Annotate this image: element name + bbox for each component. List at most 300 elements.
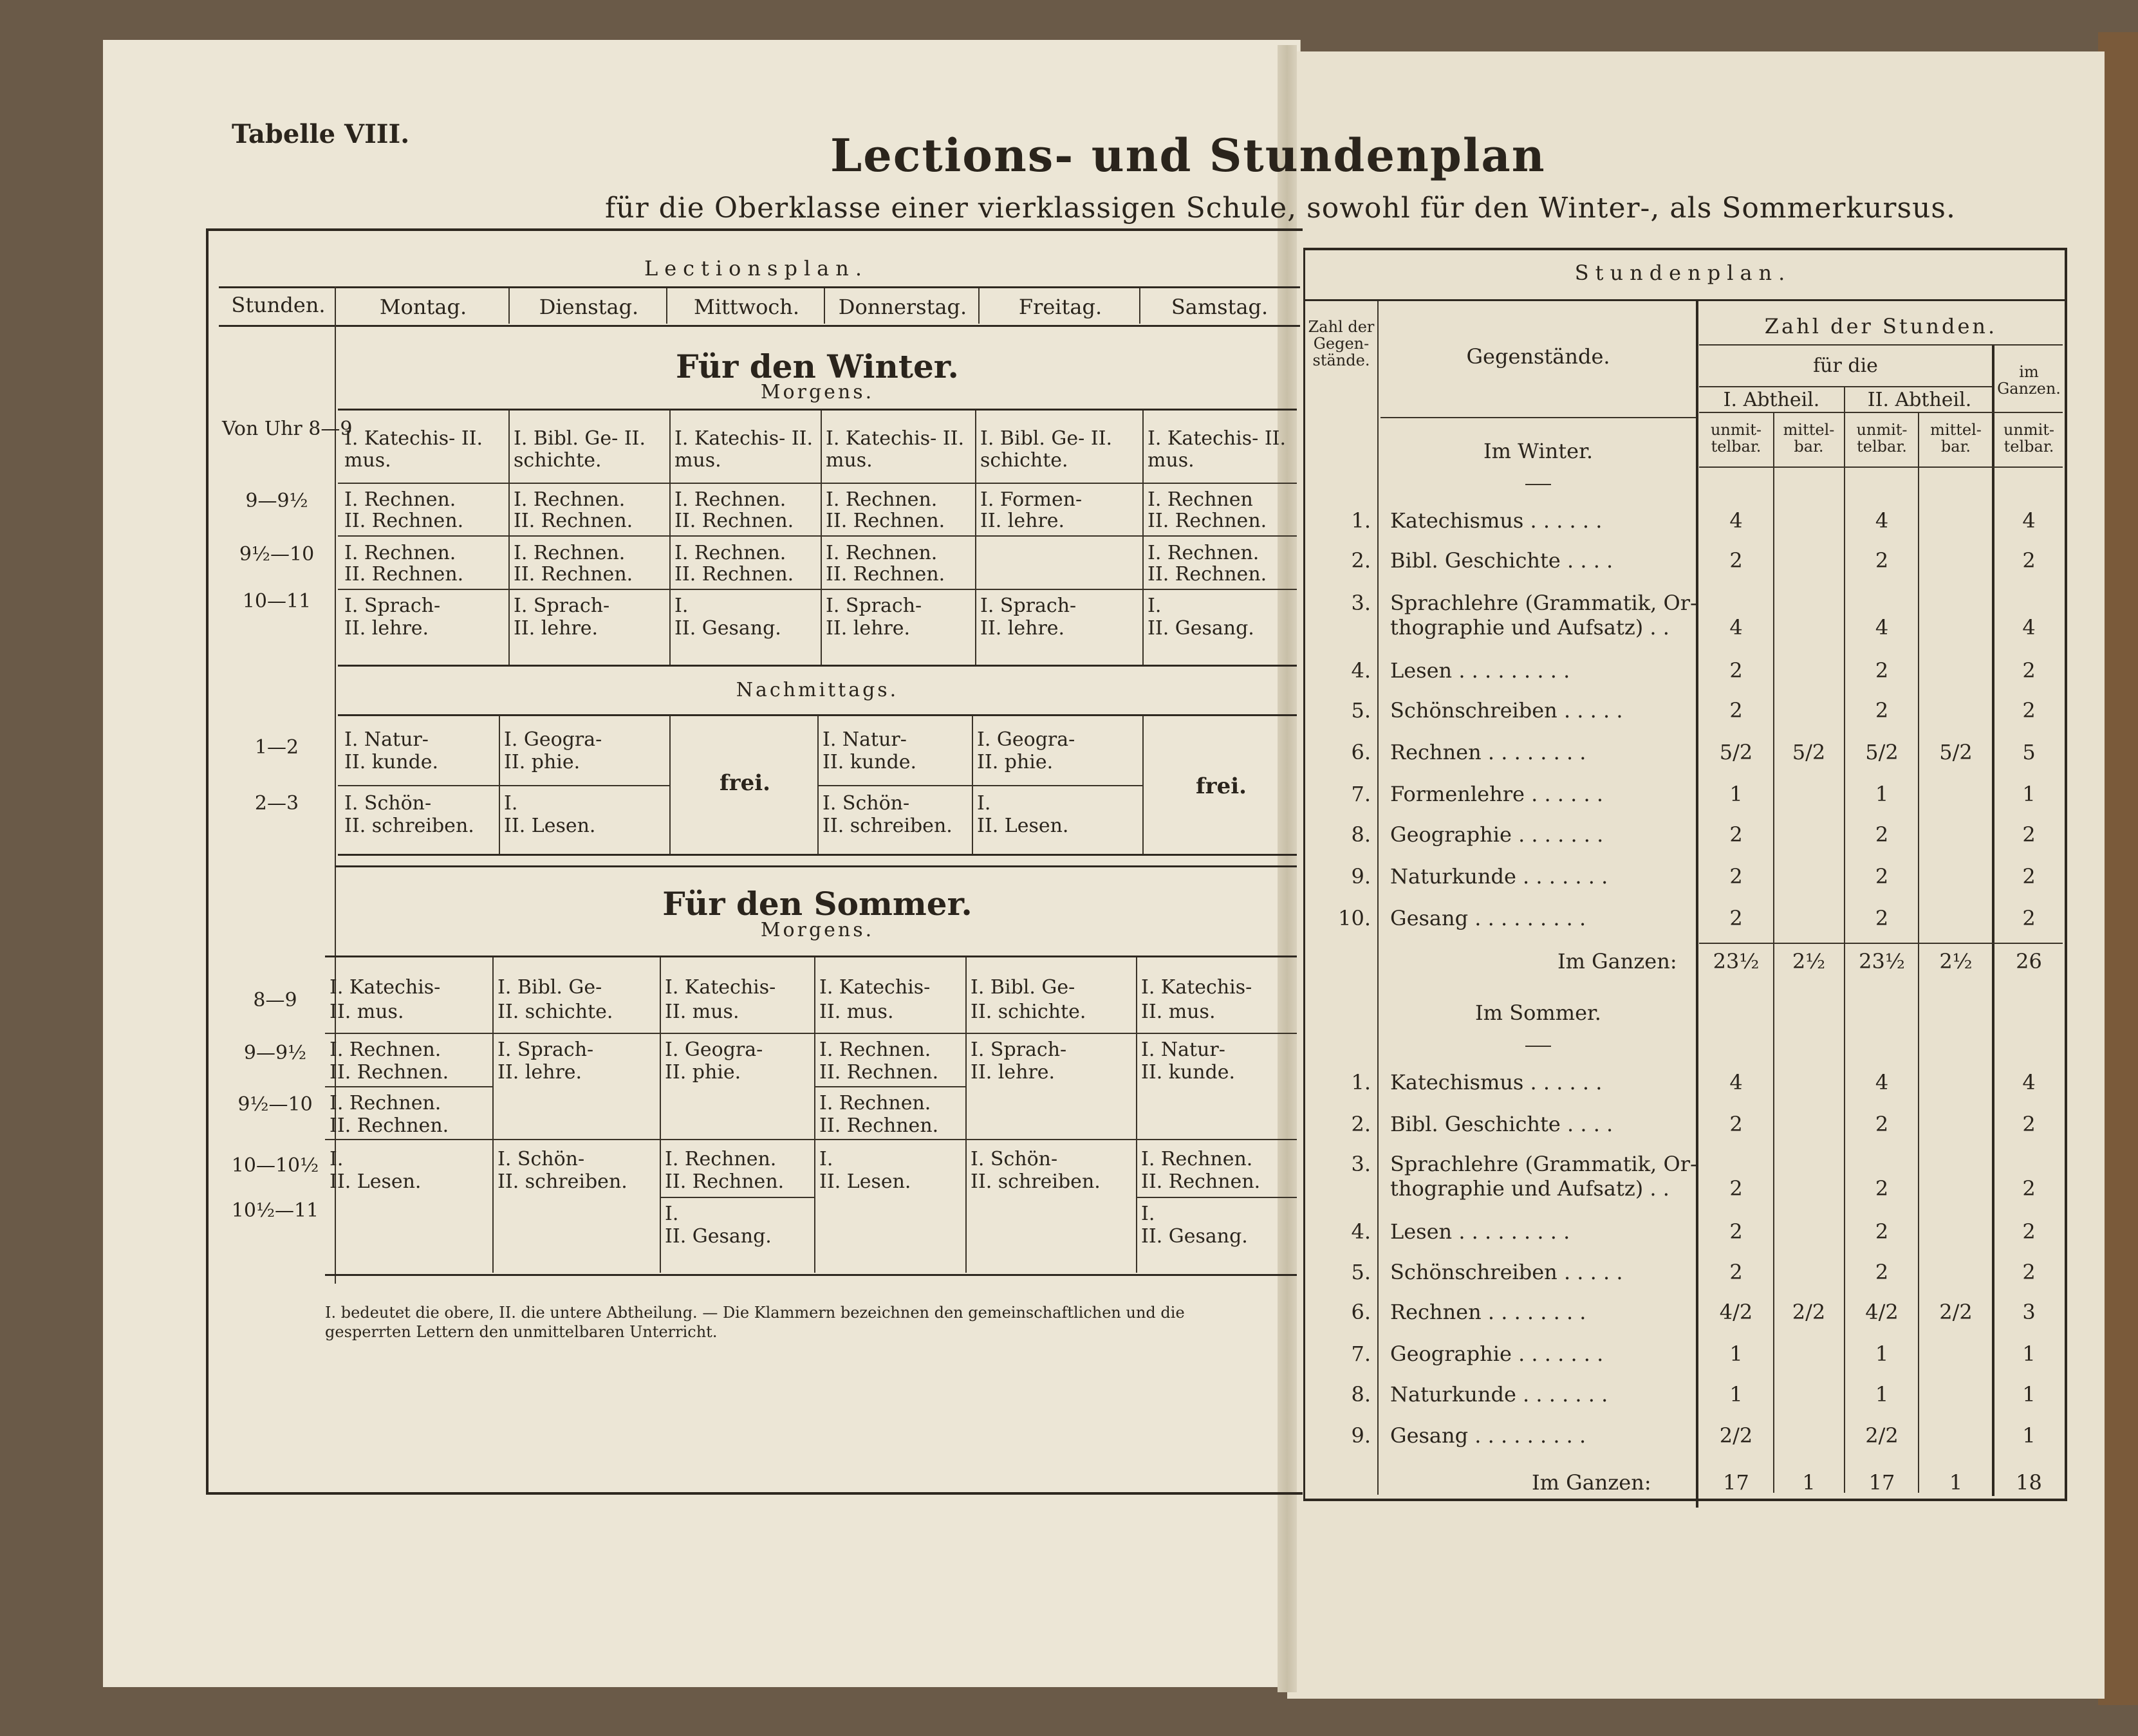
hours-value: 1	[1729, 1342, 1743, 1366]
row-divider	[338, 589, 1297, 590]
lesson-cell: II. schreiben.	[497, 1170, 627, 1193]
lesson-cell: II. kunde.	[823, 751, 917, 773]
lesson-cell: I.	[977, 792, 991, 815]
subject-name: Lesen . . . . . . . . .	[1390, 1219, 1570, 1244]
row-divider	[338, 785, 669, 786]
column-divider	[492, 957, 494, 1273]
lesson-cell: I.	[665, 1203, 679, 1225]
footnote-line-1: I. bedeutet die obere, II. die untere Abtheilung. — Die Klammern bezeichnen den gemeinschaftlichen und die	[325, 1304, 1185, 1322]
header-zahl-stunden: Zahl der Stunden.	[1764, 314, 1998, 338]
hours-value: 2	[2022, 1176, 2036, 1201]
lesson-cell: I.	[819, 1148, 833, 1170]
subject-name-cont: thographie und Aufsatz) . .	[1390, 1176, 1669, 1201]
lesson-cell: I. Natur-	[823, 728, 907, 751]
lesson-cell: II. mus.	[1141, 1001, 1216, 1023]
lesson-cell: I. Schön-	[971, 1148, 1058, 1170]
divider	[338, 665, 1297, 667]
header-stunden: Stunden.	[231, 293, 326, 317]
lesson-cell: I. Rechnen.	[674, 488, 786, 511]
row-divider	[1699, 344, 2063, 346]
row-divider	[814, 1086, 965, 1087]
row-divider	[338, 535, 1297, 537]
lesson-cell: I. Rechnen.	[514, 488, 626, 511]
time-slot: 10½—11	[231, 1199, 319, 1222]
subject-name: Gesang . . . . . . . . .	[1390, 1423, 1586, 1448]
total-value: 26	[2016, 949, 2042, 974]
subject-number: 4.	[1351, 1219, 1371, 1244]
hours-value: 2	[2022, 548, 2036, 573]
total-value: 2½	[1792, 949, 1826, 974]
lesson-cell: II. schreiben.	[971, 1170, 1101, 1193]
subject-name: Rechnen . . . . . . . .	[1390, 740, 1586, 764]
row-divider	[338, 483, 1297, 484]
time-slot: 8—9	[253, 989, 297, 1011]
total-value: 1	[1949, 1470, 1963, 1495]
lesson-cell: I.	[504, 792, 518, 815]
lesson-cell: II. Rechnen.	[1148, 563, 1267, 586]
lesson-cell: I. Schön-	[344, 792, 432, 815]
header-zahl: Zahl der Gegen- stände.	[1308, 318, 1375, 369]
column-divider	[1142, 716, 1144, 854]
hours-value: 1	[2022, 1382, 2036, 1407]
lesson-cell: II. Lesen.	[330, 1170, 422, 1193]
hours-value: 2	[1729, 906, 1743, 930]
lesson-cell: I. Rechnen.	[330, 1092, 442, 1114]
lesson-cell: II. Rechnen.	[330, 1061, 449, 1084]
lesson-cell: II. Gesang.	[1148, 617, 1254, 640]
lesson-cell: I. Sprach-	[980, 595, 1077, 617]
time-slot: 9—9½	[245, 490, 308, 512]
subject-name-cont: thographie und Aufsatz) . .	[1390, 615, 1669, 640]
divider	[219, 325, 1300, 327]
row-divider	[660, 1197, 814, 1198]
hours-value: 5/2	[1865, 740, 1899, 764]
header-freitag: Freitag.	[1018, 295, 1102, 319]
lesson-cell: II. Rechnen.	[826, 510, 945, 532]
hours-value: 2	[1729, 1176, 1743, 1201]
lesson-cell: I. Sprach-	[497, 1039, 594, 1061]
lesson-cell: I. Geogra-	[665, 1039, 763, 1061]
row-divider	[1136, 1197, 1297, 1198]
short-rule	[1525, 1046, 1551, 1047]
hours-value: 4	[2022, 508, 2036, 533]
winter-morning-label: Morgens.	[760, 381, 875, 403]
free-wednesday: frei.	[720, 770, 770, 796]
hours-value: 3	[2022, 1300, 2036, 1324]
lesson-cell: I. Katechis-	[665, 976, 776, 999]
subject-number: 5.	[1351, 1260, 1371, 1284]
hours-value: 4	[1729, 615, 1743, 640]
hours-value: 1	[1875, 782, 1889, 806]
lesson-cell: I. Rechnen.	[1141, 1148, 1253, 1170]
hours-value: 5	[2022, 740, 2036, 764]
column-divider	[1136, 957, 1137, 1273]
lesson-cell: II. Lesen.	[504, 815, 596, 837]
hours-value: 2	[2022, 864, 2036, 889]
hours-value: 2	[2022, 822, 2036, 847]
subject-number: 6.	[1351, 1300, 1371, 1324]
subject-name: Formenlehre . . . . . .	[1390, 782, 1603, 806]
summer-heading: Für den Sommer.	[662, 885, 972, 923]
subject-number: 2.	[1351, 1112, 1371, 1136]
header-mittwoch: Mittwoch.	[693, 295, 800, 319]
subject-number: 10.	[1338, 906, 1371, 930]
hours-value: 4	[2022, 615, 2036, 640]
subject-number: 3.	[1351, 591, 1371, 615]
lesson-cell: I. Sprach-	[826, 595, 922, 617]
hours-value: 1	[2022, 1423, 2036, 1448]
hours-value: 2	[1729, 1219, 1743, 1244]
subject-number: 8.	[1351, 1382, 1371, 1407]
lectionsplan-title: Lectionsplan.	[644, 256, 869, 281]
total-value: 2½	[1939, 949, 1973, 974]
header-samstag: Samstag.	[1171, 295, 1269, 319]
hours-value: 2	[1875, 698, 1889, 723]
hours-value: 2	[1729, 1260, 1743, 1284]
lesson-cell: I. Bibl. Ge-	[971, 976, 1075, 999]
subject-number: 9.	[1351, 864, 1371, 889]
subject-name: Katechismus . . . . . .	[1390, 508, 1603, 533]
subject-number: 7.	[1351, 782, 1371, 806]
summer-morning-label: Morgens.	[760, 919, 875, 941]
hours-value: 5/2	[1939, 740, 1973, 764]
hours-value: 2	[1875, 1112, 1889, 1136]
lesson-cell: II. Gesang.	[1141, 1225, 1248, 1248]
header-gegenstaende: Gegenstände.	[1466, 344, 1610, 369]
divider	[325, 1274, 1297, 1276]
row-divider	[325, 1139, 1297, 1140]
lesson-cell: I. Rechnen.	[344, 488, 456, 511]
column-divider	[1696, 301, 1698, 1508]
lesson-cell: II. mus.	[330, 1001, 404, 1023]
divider	[219, 286, 1300, 288]
lesson-cell: I. Katechis-	[330, 976, 441, 999]
subject-number: 1.	[1351, 1070, 1371, 1094]
free-saturday: frei.	[1196, 773, 1247, 799]
header-abtheil-1: I. Abtheil.	[1723, 389, 1820, 411]
lesson-cell: II. Rechnen.	[514, 563, 633, 586]
lesson-cell: II. phie.	[665, 1061, 741, 1084]
lesson-cell: II. Rechnen.	[1141, 1170, 1261, 1193]
afternoon-label: Nachmittags.	[736, 679, 899, 701]
lesson-cell: II. Rechnen.	[674, 510, 794, 532]
lesson-cell: II. phie.	[504, 751, 581, 773]
subject-name: Sprachlehre (Grammatik, Or-	[1390, 591, 1697, 615]
lesson-cell: II. schreiben.	[823, 815, 953, 837]
subject-name: Katechismus . . . . . .	[1390, 1070, 1603, 1094]
table-number: Tabelle VIII.	[232, 119, 410, 149]
hours-value: 2	[2022, 906, 2036, 930]
time-slot: Von Uhr 8—9	[222, 418, 353, 440]
lesson-cell: I. Sprach-	[344, 595, 441, 617]
hours-value: 2	[1729, 1112, 1743, 1136]
footnote-line-2: gesperrten Lettern den unmittelbaren Unterricht.	[325, 1323, 718, 1341]
subject-number: 5.	[1351, 698, 1371, 723]
subject-name: Schönschreiben . . . . .	[1390, 698, 1623, 723]
lesson-cell: II. Rechnen.	[819, 1114, 939, 1137]
lesson-cell: II. Lesen.	[819, 1170, 911, 1193]
lesson-cell: I. Rechnen.	[826, 488, 938, 511]
lesson-cell: I. Natur-	[1141, 1039, 1225, 1061]
hours-value: 1	[1875, 1342, 1889, 1366]
row-divider	[325, 1033, 1297, 1034]
row-divider	[817, 785, 1142, 786]
hours-value: 4	[1875, 615, 1889, 640]
lesson-cell: I. Schön-	[497, 1148, 585, 1170]
lesson-cell: II. schichte.	[971, 1001, 1086, 1023]
lesson-cell: I. Rechnen	[1148, 488, 1253, 511]
hours-value: 4	[1875, 1070, 1889, 1094]
summer-total-label: Im Ganzen:	[1532, 1470, 1651, 1495]
total-value: 23½	[1859, 949, 1905, 974]
lesson-cell: II. lehre.	[344, 617, 429, 640]
lesson-cell: I.	[330, 1148, 344, 1170]
subject-name: Rechnen . . . . . . . .	[1390, 1300, 1586, 1324]
page-subtitle: für die Oberklasse einer vierklassigen Schule, sowohl für den Winter-, als Sommerkursus.	[605, 192, 1956, 225]
row-divider	[1380, 417, 1696, 418]
lesson-cell: I. Rechnen.	[819, 1092, 931, 1114]
time-slot: 10—11	[242, 590, 311, 613]
lesson-cell: II. lehre.	[497, 1061, 582, 1084]
lesson-cell: II. Lesen.	[977, 815, 1069, 837]
header-montag: Montag.	[379, 295, 467, 319]
lesson-cell: I. Katechis- II. mus.	[344, 427, 483, 472]
hours-value: 2	[1875, 906, 1889, 930]
stundenplan-title: Stundenplan.	[1574, 261, 1792, 285]
header-unmittelbar-total: unmit- telbar.	[2003, 421, 2055, 456]
subject-number: 8.	[1351, 822, 1371, 847]
subject-name: Sprachlehre (Grammatik, Or-	[1390, 1152, 1697, 1176]
hours-value: 1	[1729, 782, 1743, 806]
column-divider	[660, 957, 661, 1273]
divider	[338, 409, 1297, 411]
hours-value: 2	[1875, 1219, 1889, 1244]
hours-value: 2/2	[1792, 1300, 1826, 1324]
lesson-cell: II. Rechnen.	[514, 510, 633, 532]
subject-name: Bibl. Geschichte . . . .	[1390, 1112, 1613, 1136]
row-divider	[325, 1086, 492, 1087]
lesson-cell: II. mus.	[819, 1001, 894, 1023]
lesson-cell: II. schreiben.	[344, 815, 474, 837]
lesson-cell: I. Rechnen.	[330, 1039, 442, 1061]
divider	[338, 854, 1297, 856]
time-slot: 2—3	[254, 792, 299, 815]
lesson-cell: I. Rechnen.	[344, 542, 456, 564]
hours-value: 2	[1875, 658, 1889, 683]
summer-label: Im Sommer.	[1475, 1001, 1601, 1025]
subject-name: Geographie . . . . . . .	[1390, 1342, 1604, 1366]
time-slot: 9—9½	[243, 1042, 307, 1064]
lesson-cell: II. Gesang.	[665, 1225, 772, 1248]
hours-value: 2	[1729, 698, 1743, 723]
header-unmittelbar-2: unmit- telbar.	[1856, 421, 1908, 456]
total-value: 23½	[1713, 949, 1760, 974]
subject-name: Schönschreiben . . . . .	[1390, 1260, 1623, 1284]
lesson-cell: II. Rechnen.	[674, 563, 794, 586]
subject-name: Geographie . . . . . . .	[1390, 822, 1604, 847]
subject-name: Bibl. Geschichte . . . .	[1390, 548, 1613, 573]
header-mittelbar-2: mittel- bar.	[1930, 421, 1982, 456]
hours-value: 2	[2022, 1112, 2036, 1136]
hours-value: 2	[1875, 864, 1889, 889]
lesson-cell: I. Natur-	[344, 728, 429, 751]
divider	[325, 956, 1297, 957]
lesson-cell: II. kunde.	[1141, 1061, 1236, 1084]
hours-value: 2	[1729, 548, 1743, 573]
hours-value: 2/2	[1865, 1423, 1899, 1448]
hours-value: 2/2	[1719, 1423, 1753, 1448]
lesson-cell: I. Katechis- II. mus.	[826, 427, 965, 472]
lesson-cell: I. Geogra-	[504, 728, 602, 751]
lesson-cell: II. Rechnen.	[330, 1114, 449, 1137]
lesson-cell: I. Katechis- II. mus.	[674, 427, 813, 472]
hours-value: 2	[2022, 658, 2036, 683]
hours-value: 2	[2022, 1260, 2036, 1284]
lesson-cell: II. lehre.	[826, 617, 911, 640]
column-divider	[1918, 412, 1919, 1493]
divider	[1305, 299, 2065, 301]
time-slot: 9½—10	[239, 543, 315, 566]
header-mittelbar-1: mittel- bar.	[1783, 421, 1835, 456]
hours-value: 2	[1729, 864, 1743, 889]
lesson-cell: I. Rechnen.	[826, 542, 938, 564]
lesson-cell: II. phie.	[977, 751, 1054, 773]
subject-number: 9.	[1351, 1423, 1371, 1448]
lesson-cell: I. Rechnen.	[665, 1148, 777, 1170]
subject-number: 2.	[1351, 548, 1371, 573]
row-divider	[1699, 943, 2063, 944]
subject-name: Naturkunde . . . . . . .	[1390, 1382, 1608, 1407]
hours-value: 2	[1875, 822, 1889, 847]
hours-value: 2	[1875, 548, 1889, 573]
lesson-cell: I. Bibl. Ge-	[497, 976, 602, 999]
column-divider	[824, 288, 825, 324]
lesson-cell: I. Rechnen.	[674, 542, 786, 564]
subject-number: 6.	[1351, 740, 1371, 764]
lesson-cell: I. Geogra-	[977, 728, 1075, 751]
lesson-cell: II. Rechnen.	[344, 563, 464, 586]
hours-value: 4	[1729, 508, 1743, 533]
hours-value: 2	[1875, 1260, 1889, 1284]
lesson-cell: I. Katechis-	[819, 976, 931, 999]
lesson-cell: I. Schön-	[823, 792, 910, 815]
time-slot: 9½—10	[237, 1093, 313, 1116]
subject-name: Gesang . . . . . . . . .	[1390, 906, 1586, 930]
header-im-ganzen: im Ganzen.	[1997, 363, 2061, 398]
lesson-cell: II. lehre.	[980, 510, 1065, 532]
lesson-cell: II. kunde.	[344, 751, 439, 773]
lesson-cell: II. schichte.	[497, 1001, 613, 1023]
lesson-cell: I. Formen-	[980, 488, 1083, 511]
hours-value: 1	[2022, 782, 2036, 806]
lesson-cell: II. Rechnen.	[665, 1170, 785, 1193]
hours-value: 1	[1875, 1382, 1889, 1407]
row-divider	[1699, 386, 1992, 387]
subject-name: Lesen . . . . . . . . .	[1390, 658, 1570, 683]
column-divider	[669, 716, 671, 854]
column-divider	[1992, 344, 1994, 1496]
lesson-cell: I. Katechis- II. mus.	[1148, 427, 1287, 472]
lesson-cell: I.	[1148, 595, 1162, 617]
short-rule	[1525, 484, 1551, 485]
column-divider	[1377, 301, 1379, 1495]
header-abtheil-2: II. Abtheil.	[1867, 389, 1972, 411]
total-value: 17	[1868, 1470, 1895, 1495]
header-dienstag: Dienstag.	[539, 295, 639, 319]
winter-heading: Für den Winter.	[676, 347, 959, 385]
total-value: 1	[1802, 1470, 1816, 1495]
lesson-cell: II. lehre.	[514, 617, 599, 640]
hours-value: 2	[1729, 822, 1743, 847]
subject-number: 1.	[1351, 508, 1371, 533]
header-unmittelbar-1: unmit- telbar.	[1710, 421, 1762, 456]
row-divider	[1699, 412, 2063, 413]
lesson-cell: II. mus.	[665, 1001, 739, 1023]
hours-value: 2	[2022, 698, 2036, 723]
subject-number: 7.	[1351, 1342, 1371, 1366]
subject-name: Naturkunde . . . . . . .	[1390, 864, 1608, 889]
row-divider	[1699, 466, 2063, 468]
lesson-cell: I. Rechnen.	[819, 1039, 931, 1061]
hours-value: 2/2	[1939, 1300, 1973, 1324]
column-divider	[1142, 411, 1144, 665]
column-divider	[508, 288, 510, 324]
hours-value: 5/2	[1792, 740, 1826, 764]
lesson-cell: I. Bibl. Ge- II. schichte.	[980, 427, 1113, 472]
column-divider	[666, 288, 667, 324]
hours-value: 2	[1729, 658, 1743, 683]
column-divider	[978, 288, 980, 324]
column-divider	[1773, 412, 1774, 1493]
hours-value: 1	[2022, 1342, 2036, 1366]
lesson-cell: II. Rechnen.	[344, 510, 464, 532]
page-title: Lections- und Stundenplan	[830, 129, 1546, 182]
lesson-cell: II. lehre.	[980, 617, 1065, 640]
lesson-cell: II. Rechnen.	[819, 1061, 939, 1084]
hours-value: 5/2	[1719, 740, 1753, 764]
total-value: 18	[2016, 1470, 2042, 1495]
hours-value: 4	[2022, 1070, 2036, 1094]
lesson-cell: II. Gesang.	[674, 617, 781, 640]
winter-total-label: Im Ganzen:	[1557, 949, 1677, 974]
time-slot: 1—2	[254, 736, 299, 759]
column-divider	[1139, 288, 1140, 324]
column-divider	[508, 411, 510, 665]
header-donnerstag: Donnerstag.	[838, 295, 967, 319]
column-divider	[1844, 386, 1845, 1493]
total-value: 17	[1723, 1470, 1749, 1495]
lesson-cell: II. Rechnen.	[1148, 510, 1267, 532]
lesson-cell: II. lehre.	[971, 1061, 1055, 1084]
lesson-cell: I. Rechnen.	[514, 542, 626, 564]
lesson-cell: I. Rechnen.	[1148, 542, 1260, 564]
subject-number: 3.	[1351, 1152, 1371, 1176]
lesson-cell: I.	[1141, 1203, 1155, 1225]
hours-value: 4/2	[1719, 1300, 1753, 1324]
header-fuer-die: für die	[1813, 355, 1878, 377]
lesson-cell: I. Sprach-	[971, 1039, 1067, 1061]
lesson-cell: II. Rechnen.	[826, 563, 945, 586]
lesson-cell: I. Katechis-	[1141, 976, 1252, 999]
lesson-cell: I.	[674, 595, 689, 617]
hours-value: 1	[1729, 1382, 1743, 1407]
divider	[335, 865, 1297, 867]
hours-value: 4	[1875, 508, 1889, 533]
lesson-cell: I. Bibl. Ge- II. schichte.	[514, 427, 646, 472]
lesson-cell: I. Sprach-	[514, 595, 610, 617]
time-slot: 10—10½	[231, 1154, 319, 1177]
hours-value: 4/2	[1865, 1300, 1899, 1324]
